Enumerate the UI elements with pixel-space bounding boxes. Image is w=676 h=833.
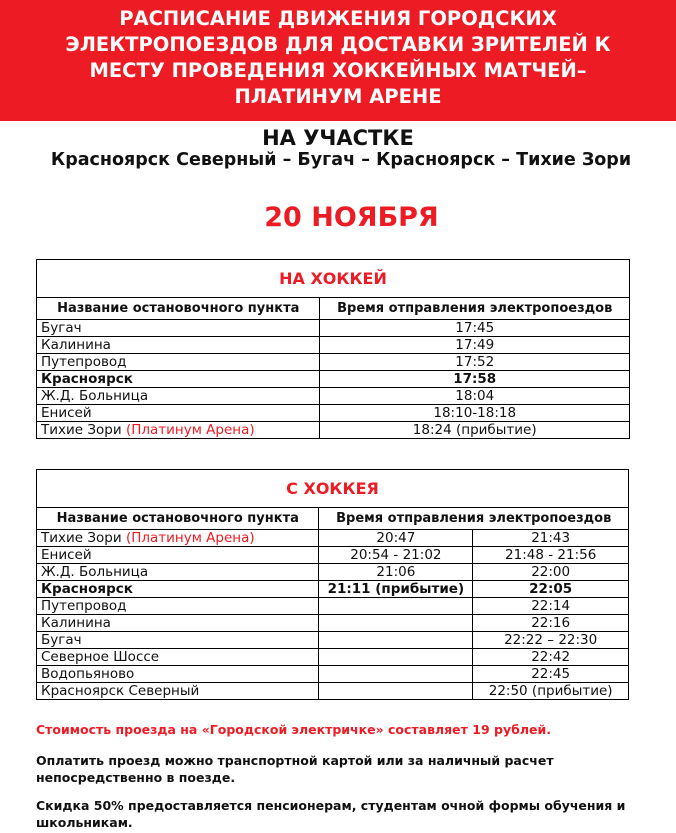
station-name: Тихие Зори: [41, 530, 122, 546]
time-cell: 21:43: [473, 530, 629, 547]
station-cell: [37, 564, 319, 581]
station-name: Бугач: [41, 632, 82, 648]
table-row: [37, 666, 629, 683]
station-cell: [37, 354, 320, 371]
payment-note-line: непосредственно в поезде.: [36, 770, 236, 785]
station-name: Енисей: [41, 405, 92, 421]
station-name: Бугач: [41, 320, 82, 336]
time-cell: [319, 615, 473, 632]
column-header-station: Название остановочного пункта: [37, 298, 320, 320]
station-name: Тихие Зори: [41, 422, 122, 438]
table-row: [37, 632, 629, 649]
time-cell: 17:52: [320, 354, 630, 371]
table-row: [37, 422, 630, 439]
station-cell: [37, 649, 319, 666]
from-hockey-rows: [37, 530, 629, 700]
table-row: [37, 581, 629, 598]
time-cell: 17:49: [320, 337, 630, 354]
station-name: Северное Шоссе: [41, 649, 160, 665]
time-cell: 21:48 - 21:56: [473, 547, 629, 564]
station-cell: [37, 683, 319, 700]
station-cell: [37, 581, 319, 598]
station-cell: [37, 547, 319, 564]
station-name: Путепровод: [41, 354, 127, 370]
table-caption: С ХОККЕЯ: [37, 470, 629, 508]
table-row: [37, 405, 630, 422]
station-cell: [37, 422, 320, 439]
time-cell: 22:14: [473, 598, 629, 615]
station-name: Ж.Д. Больница: [41, 564, 149, 580]
time-cell: 22:22 – 22:30: [473, 632, 629, 649]
station-name: Красноярск Северный: [41, 683, 200, 699]
time-cell: 17:58: [320, 371, 630, 388]
table-row: [37, 649, 629, 666]
time-cell: 22:16: [473, 615, 629, 632]
station-name: Путепровод: [41, 598, 127, 614]
table-row: [37, 547, 629, 564]
header-line: РАСПИСАНИЕ ДВИЖЕНИЯ ГОРОДСКИХ: [119, 7, 557, 30]
time-cell: [319, 683, 473, 700]
time-cell: 18:24 (прибытие): [320, 422, 630, 439]
station-cell: [37, 371, 320, 388]
time-cell: [319, 666, 473, 683]
to-hockey-table: [36, 259, 630, 439]
route-text: Красноярск Северный – Бугач – Красноярск – Тихие Зори: [50, 150, 632, 170]
time-cell: 20:47: [319, 530, 473, 547]
time-cell: [319, 632, 473, 649]
to-hockey-rows: [37, 320, 630, 439]
table-row: [37, 337, 630, 354]
station-name: Красноярск: [41, 581, 133, 597]
discount-note-line: Скидка 50% предоставляется пенсионерам, студентам очной формы обучения и: [36, 798, 626, 813]
time-cell: 21:11 (прибытие): [319, 581, 473, 598]
fare-note: Стоимость проезда на «Городской электричке» составляет 19 рублей.: [36, 722, 551, 737]
time-cell: 20:54 - 21:02: [319, 547, 473, 564]
table-row: [37, 615, 629, 632]
time-cell: 22:45: [473, 666, 629, 683]
station-cell: [37, 615, 319, 632]
time-cell: 18:04: [320, 388, 630, 405]
station-name: Калинина: [41, 337, 111, 353]
time-cell: [319, 598, 473, 615]
station-name: Ж.Д. Больница: [41, 388, 149, 404]
station-cell: [37, 388, 320, 405]
header-banner: [0, 0, 676, 121]
station-name: Енисей: [41, 547, 92, 563]
header-line: ЭЛЕКТРОПОЕЗДОВ ДЛЯ ДОСТАВКИ ЗРИТЕЛЕЙ К: [65, 33, 611, 56]
station-cell: [37, 405, 320, 422]
section-title: НА УЧАСТКЕ: [262, 126, 414, 150]
station-cell: [37, 530, 319, 547]
table-row: [37, 320, 630, 337]
station-name: Водопьяново: [41, 666, 135, 682]
table-row: [37, 371, 630, 388]
station-cell: [37, 337, 320, 354]
table-caption: НА ХОККЕЙ: [37, 260, 630, 298]
time-cell: [319, 649, 473, 666]
time-cell: 18:10-18:18: [320, 405, 630, 422]
time-cell: 22:50 (прибытие): [473, 683, 629, 700]
time-cell: 22:05: [473, 581, 629, 598]
station-name: Калинина: [41, 615, 111, 631]
station-cell: [37, 598, 319, 615]
column-header-time: Время отправления электропоездов: [319, 508, 629, 530]
station-name: Красноярск: [41, 371, 133, 387]
time-cell: 22:42: [473, 649, 629, 666]
table-row: [37, 354, 630, 371]
time-cell: 21:06: [319, 564, 473, 581]
time-cell: 17:45: [320, 320, 630, 337]
table-row: [37, 388, 630, 405]
time-cell: 22:00: [473, 564, 629, 581]
station-cell: [37, 320, 320, 337]
header-line: МЕСТУ ПРОВЕДЕНИЯ ХОККЕЙНЫХ МАТЧЕЙ–: [89, 59, 587, 82]
schedule-date: 20 НОЯБРЯ: [264, 202, 439, 233]
table-row: [37, 683, 629, 700]
payment-note-line: Оплатить проезд можно транспортной картой или за наличный расчет: [36, 753, 554, 768]
table-row: [37, 564, 629, 581]
header-line: ПЛАТИНУМ АРЕНЕ: [234, 85, 442, 108]
payment-note: [36, 752, 554, 786]
station-note: (Платинум Арена): [125, 530, 255, 546]
station-note: (Платинум Арена): [125, 422, 255, 438]
table-row: [37, 530, 629, 547]
station-cell: [37, 632, 319, 649]
discount-note-line: школьникам.: [36, 815, 133, 830]
from-hockey-table: [36, 469, 629, 700]
table-row: [37, 598, 629, 615]
column-header-station: Название остановочного пункта: [37, 508, 319, 530]
discount-note: [36, 797, 625, 831]
column-header-time: Время отправления электропоездов: [320, 298, 630, 320]
station-cell: [37, 666, 319, 683]
